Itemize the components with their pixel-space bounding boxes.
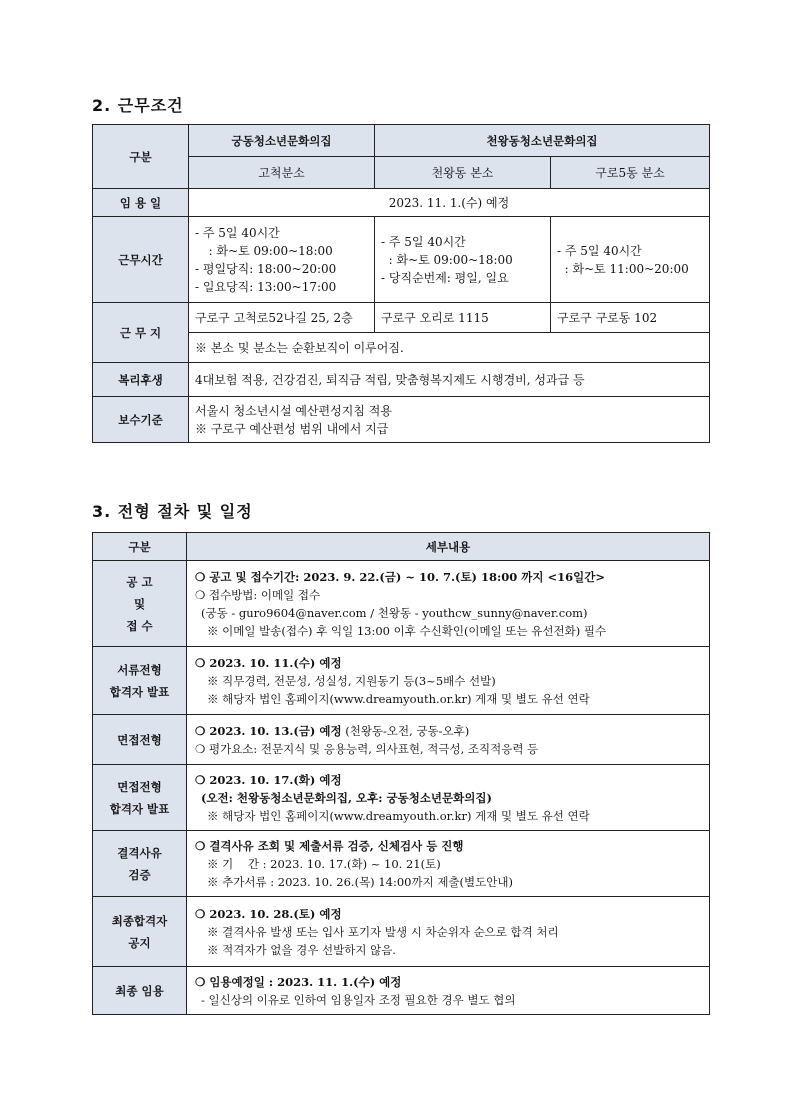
label-line: 합격자 발표 bbox=[109, 801, 170, 816]
header-branch-gocheok: 고척분소 bbox=[189, 157, 375, 189]
schedule-detail-notice bbox=[187, 561, 710, 647]
label-line: 및 bbox=[133, 596, 146, 611]
pay-line: ※ 구로구 예산편성 범위 내에서 지급 bbox=[195, 421, 389, 436]
detail-line: ※ 결격사유 발생 또는 입사 포기자 발생 시 차순위자 순으로 합격 처리 bbox=[207, 924, 559, 939]
detail-line: (천왕동-오전, 궁동-오후) bbox=[345, 723, 470, 738]
hours-line: - 주 5일 40시간 bbox=[195, 225, 280, 240]
hours-line: : 화~토 11:00~20:00 bbox=[557, 261, 689, 276]
section-3-title: 3. 전형 절차 및 일정 bbox=[92, 502, 253, 521]
detail-line: ※ 직무경력, 전문성, 성실성, 지원동기 등(3~5배수 선발) bbox=[207, 673, 496, 688]
label-line: 서류전형 bbox=[117, 662, 162, 677]
detail-line: ❍ 2023. 10. 13.(금) 예정 bbox=[195, 723, 342, 738]
row-place-label: 근 무 지 bbox=[93, 303, 189, 363]
label-line: 검증 bbox=[128, 867, 151, 882]
label-line: 면접전형 bbox=[117, 779, 162, 794]
hours-line: - 당직순번제: 평일, 일요 bbox=[381, 270, 509, 285]
row-place-guro5: 구로구 구로동 102 bbox=[551, 303, 710, 333]
schedule-detail-document-result bbox=[187, 647, 710, 715]
schedule-detail-interview-result bbox=[187, 765, 710, 831]
row-hours-guro5 bbox=[551, 217, 710, 303]
schedule-header-category: 구분 bbox=[93, 533, 187, 561]
label-line: 결격사유 bbox=[117, 845, 162, 860]
detail-line: ※ 해당자 법인 홈페이지(www.dreamyouth.or.kr) 게재 및 별도 유선 연락 bbox=[207, 691, 590, 706]
label-line: 공 고 bbox=[126, 574, 153, 589]
header-org-gungdong: 궁동청소년문화의집 bbox=[189, 125, 375, 157]
row-hours-cheonwang bbox=[375, 217, 551, 303]
detail-line: ※ 해당자 법인 홈페이지(www.dreamyouth.or.kr) 게재 및 별도 유선 연락 bbox=[207, 808, 590, 823]
detail-line: (궁동 - guro9604@naver.com / 천왕동 - youthcw_sunny@naver.com) bbox=[201, 605, 588, 620]
row-welfare-value: 4대보험 적용, 건강검진, 퇴직금 적립, 맞춤형복지제도 시행경비, 성과급 등 bbox=[189, 363, 710, 397]
label-line: 접 수 bbox=[126, 618, 153, 633]
detail-line: ❍ 2023. 10. 11.(수) 예정 bbox=[195, 655, 342, 670]
row-pay-label: 보수기준 bbox=[93, 397, 189, 443]
row-place-note: ※ 본소 및 분소는 순환보직이 이루어짐. bbox=[189, 333, 710, 363]
label-line: 공지 bbox=[128, 935, 151, 950]
schedule-label-final-appointment: 최종 임용 bbox=[93, 967, 187, 1015]
detail-line: ❍ 평가요소: 전문지식 및 응용능력, 의사표현, 적극성, 조직적응력 등 bbox=[195, 741, 539, 756]
detail-line: ※ 적격자가 없을 경우 선발하지 않음. bbox=[207, 942, 396, 957]
detail-line: ❍ 2023. 10. 17.(화) 예정 bbox=[195, 772, 342, 787]
hours-line: : 화~토 09:00~18:00 bbox=[381, 252, 513, 267]
label-line: 최종합격자 bbox=[111, 913, 168, 928]
row-pay-value bbox=[189, 397, 710, 443]
detail-line: ※ 이메일 발송(접수) 후 익일 13:00 이후 수신확인(이메일 또는 유선전화) 필수 bbox=[207, 623, 607, 638]
row-hours-label: 근무시간 bbox=[93, 217, 189, 303]
row-place-cheonwang: 구로구 오리로 1115 bbox=[375, 303, 551, 333]
working-conditions-table bbox=[92, 124, 710, 443]
schedule-label-disqualification bbox=[93, 831, 187, 897]
detail-line: ※ 추가서류 : 2023. 10. 26.(목) 14:00까지 제출(별도안내) bbox=[207, 874, 513, 889]
schedule-label-final-notice bbox=[93, 897, 187, 967]
section-2-title: 2. 근무조건 bbox=[92, 96, 184, 115]
row-hours-gocheok bbox=[189, 217, 375, 303]
row-place-gocheok: 구로구 고척로52나길 25, 2층 bbox=[189, 303, 375, 333]
hours-line: - 주 5일 40시간 bbox=[381, 234, 466, 249]
schedule-detail-final-appointment bbox=[187, 967, 710, 1015]
detail-line: - 일신상의 이유로 인하여 임용일자 조정 필요한 경우 별도 협의 bbox=[201, 992, 516, 1007]
pay-line: 서울시 청소년시설 예산편성지침 적용 bbox=[195, 403, 392, 418]
schedule-label-interview: 면접전형 bbox=[93, 715, 187, 765]
schedule-label-document-result bbox=[93, 647, 187, 715]
hours-line: - 주 5일 40시간 bbox=[557, 243, 642, 258]
schedule-header-detail: 세부내용 bbox=[187, 533, 710, 561]
header-org-cheonwang: 천왕동청소년문화의집 bbox=[375, 125, 710, 157]
detail-line: ❍ 결격사유 조회 및 제출서류 검증, 신체검사 등 진행 bbox=[195, 838, 464, 853]
selection-schedule-table bbox=[92, 532, 710, 1015]
schedule-label-interview-result bbox=[93, 765, 187, 831]
schedule-detail-disqualification bbox=[187, 831, 710, 897]
schedule-detail-interview bbox=[187, 715, 710, 765]
detail-line: ❍ 임용예정일 : 2023. 11. 1.(수) 예정 bbox=[195, 974, 402, 989]
hours-line: - 일요당직: 13:00~17:00 bbox=[195, 279, 337, 294]
label-line: 합격자 발표 bbox=[109, 684, 170, 699]
header-category: 구분 bbox=[93, 125, 189, 189]
detail-line: ❍ 공고 및 접수기간: 2023. 9. 22.(금) ~ 10. 7.(토) 18:00 까지 <16일간> bbox=[195, 569, 605, 584]
schedule-label-notice bbox=[93, 561, 187, 647]
hours-line: : 화~토 09:00~18:00 bbox=[201, 243, 333, 258]
row-start-date-value: 2023. 11. 1.(수) 예정 bbox=[189, 189, 710, 217]
row-welfare-label: 복리후생 bbox=[93, 363, 189, 397]
schedule-detail-final-notice bbox=[187, 897, 710, 967]
hours-line: - 평일당직: 18:00~20:00 bbox=[195, 261, 337, 276]
row-start-date-label: 임 용 일 bbox=[93, 189, 189, 217]
detail-line: ❍ 접수방법: 이메일 접수 bbox=[195, 587, 321, 602]
header-branch-cheonwang: 천왕동 본소 bbox=[375, 157, 551, 189]
detail-line: (오전: 천왕동청소년문화의집, 오후: 궁동청소년문화의집) bbox=[201, 790, 492, 805]
header-branch-guro5: 구로5동 분소 bbox=[551, 157, 710, 189]
detail-line: ❍ 2023. 10. 28.(토) 예정 bbox=[195, 906, 342, 921]
detail-line: ※ 기 간 : 2023. 10. 17.(화) ~ 10. 21(토) bbox=[207, 856, 441, 871]
